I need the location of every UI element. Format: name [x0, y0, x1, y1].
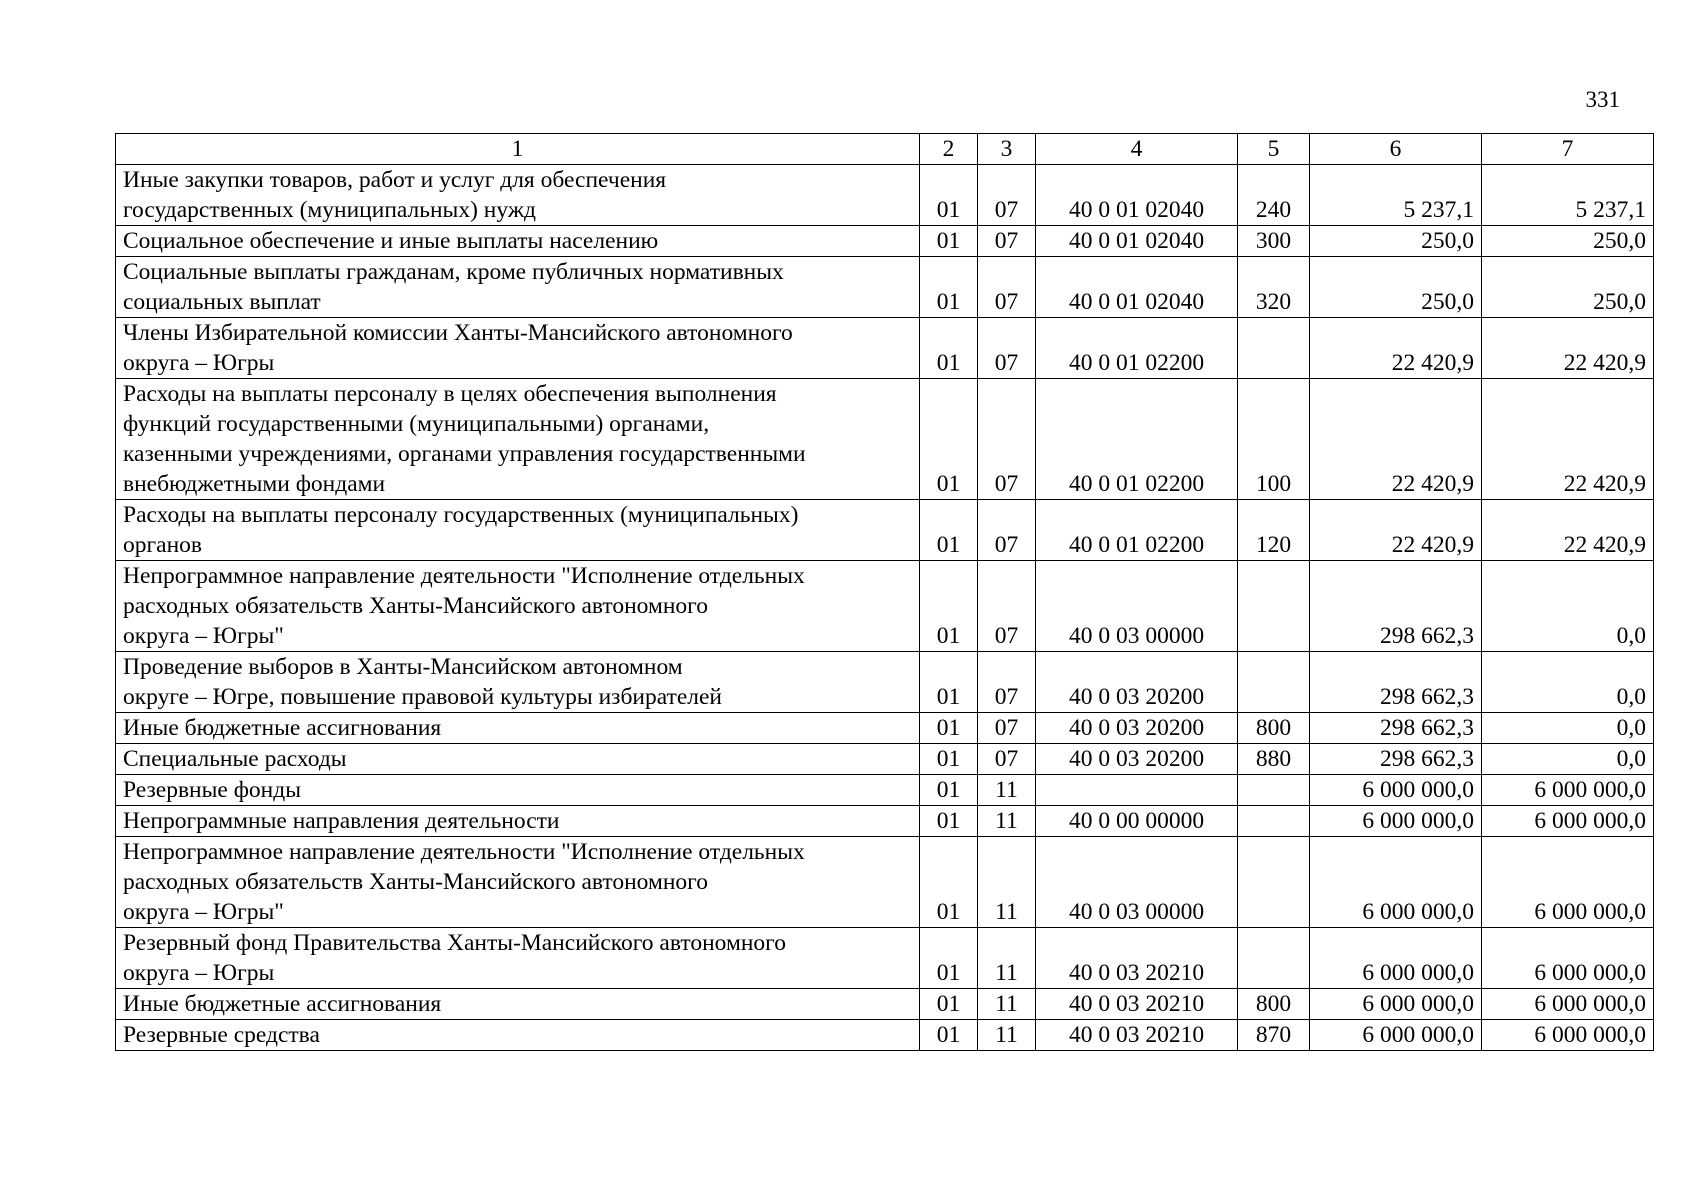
section-code-cell: 01: [920, 775, 978, 806]
item-name-line: округа – Югры: [123, 960, 275, 986]
item-name-line: Специальные расходы: [123, 746, 347, 772]
item-name-line: округа – Югры": [123, 899, 284, 925]
item-name-line: внебюджетными фондами: [123, 471, 386, 497]
subsection-code-cell: 11: [978, 775, 1036, 806]
amount-cell-1: 6 000 000,0: [1310, 806, 1482, 837]
section-code-cell: 01: [920, 379, 978, 500]
subsection-code-cell: 07: [978, 500, 1036, 561]
item-name-cell: [116, 837, 920, 928]
table-row: [116, 928, 1654, 989]
subsection-code-cell: 07: [978, 257, 1036, 318]
amount-cell-1: 298 662,3: [1310, 744, 1482, 775]
section-code-cell: 01: [920, 806, 978, 837]
section-code-cell: 01: [920, 1020, 978, 1051]
amount-cell-1: 250,0: [1310, 226, 1482, 257]
item-name-line: Непрограммные направления деятельности: [123, 808, 560, 834]
table-row: [116, 379, 1654, 500]
table-row: [116, 775, 1654, 806]
target-article-cell: 40 0 00 00000: [1036, 806, 1238, 837]
item-name-line: расходных обязательств Ханты-Мансийского автономного: [123, 869, 708, 895]
item-name-cell: [116, 257, 920, 318]
table-row: [116, 226, 1654, 257]
subsection-code-cell: 07: [978, 561, 1036, 652]
target-article-cell: 40 0 01 02040: [1036, 257, 1238, 318]
amount-cell-2: 5 237,1: [1482, 165, 1654, 226]
amount-cell-2: 250,0: [1482, 257, 1654, 318]
expense-type-cell: [1238, 775, 1310, 806]
subsection-code-cell: 11: [978, 837, 1036, 928]
item-name-line: Социальные выплаты гражданам, кроме публичных нормативных: [123, 259, 784, 285]
item-name-line: Расходы на выплаты персоналу в целях обеспечения выполнения: [123, 381, 777, 407]
subsection-code-cell: 07: [978, 226, 1036, 257]
item-name-cell: [116, 1020, 920, 1051]
target-article-cell: 40 0 01 02200: [1036, 318, 1238, 379]
amount-cell-1: 22 420,9: [1310, 318, 1482, 379]
amount-cell-2: 6 000 000,0: [1482, 989, 1654, 1020]
expense-type-cell: 100: [1238, 379, 1310, 500]
amount-cell-2: 22 420,9: [1482, 379, 1654, 500]
table-row: [116, 500, 1654, 561]
amount-cell-2: 6 000 000,0: [1482, 806, 1654, 837]
target-article-cell: 40 0 01 02200: [1036, 500, 1238, 561]
item-name-cell: [116, 652, 920, 713]
expense-type-cell: 880: [1238, 744, 1310, 775]
item-name-line: Социальное обеспечение и иные выплаты населению: [123, 228, 659, 254]
amount-cell-1: 298 662,3: [1310, 652, 1482, 713]
section-code-cell: 01: [920, 257, 978, 318]
item-name-line: Резервные средства: [123, 1022, 320, 1048]
expense-type-cell: 870: [1238, 1020, 1310, 1051]
item-name-cell: [116, 713, 920, 744]
amount-cell-1: 6 000 000,0: [1310, 1020, 1482, 1051]
amount-cell-1: 298 662,3: [1310, 713, 1482, 744]
target-article-cell: 40 0 03 00000: [1036, 561, 1238, 652]
budget-table: [115, 133, 1654, 1051]
section-code-cell: 01: [920, 744, 978, 775]
table-body: [116, 165, 1654, 1051]
expense-type-cell: 320: [1238, 257, 1310, 318]
item-name-line: Непрограммное направление деятельности "Исполнение отдельных: [123, 839, 805, 865]
item-name-line: Проведение выборов в Ханты-Мансийском автономном: [123, 654, 683, 680]
item-name-cell: [116, 500, 920, 561]
amount-cell-1: 6 000 000,0: [1310, 775, 1482, 806]
expense-type-cell: 240: [1238, 165, 1310, 226]
expense-type-cell: 120: [1238, 500, 1310, 561]
header-col-2: 2: [920, 134, 978, 165]
item-name-line: Иные бюджетные ассигнования: [123, 715, 442, 741]
amount-cell-1: 298 662,3: [1310, 561, 1482, 652]
item-name-line: Члены Избирательной комиссии Ханты-Мансийского автономного: [123, 320, 793, 346]
amount-cell-2: 0,0: [1482, 744, 1654, 775]
item-name-line: Резервный фонд Правительства Ханты-Мансийского автономного: [123, 930, 786, 956]
subsection-code-cell: 11: [978, 806, 1036, 837]
table-row: [116, 318, 1654, 379]
amount-cell-2: 6 000 000,0: [1482, 928, 1654, 989]
item-name-line: государственных (муниципальных) нужд: [123, 197, 537, 223]
target-article-cell: 40 0 03 00000: [1036, 837, 1238, 928]
amount-cell-1: 5 237,1: [1310, 165, 1482, 226]
item-name-cell: [116, 165, 920, 226]
target-article-cell: 40 0 03 20210: [1036, 989, 1238, 1020]
item-name-line: органов: [123, 532, 202, 558]
expense-type-cell: [1238, 928, 1310, 989]
target-article-cell: 40 0 03 20210: [1036, 928, 1238, 989]
expense-type-cell: [1238, 837, 1310, 928]
expense-type-cell: 800: [1238, 713, 1310, 744]
target-article-cell: 40 0 01 02040: [1036, 226, 1238, 257]
item-name-cell: [116, 775, 920, 806]
item-name-line: расходных обязательств Ханты-Мансийского автономного: [123, 593, 708, 619]
amount-cell-2: 0,0: [1482, 561, 1654, 652]
target-article-cell: 40 0 01 02200: [1036, 379, 1238, 500]
section-code-cell: 01: [920, 989, 978, 1020]
amount-cell-1: 250,0: [1310, 257, 1482, 318]
item-name-line: Иные бюджетные ассигнования: [123, 991, 442, 1017]
table-row: [116, 257, 1654, 318]
section-code-cell: 01: [920, 561, 978, 652]
target-article-cell: [1036, 775, 1238, 806]
expense-type-cell: [1238, 806, 1310, 837]
subsection-code-cell: 11: [978, 989, 1036, 1020]
subsection-code-cell: 11: [978, 1020, 1036, 1051]
expense-type-cell: [1238, 561, 1310, 652]
page-number: 331: [1585, 87, 1620, 112]
section-code-cell: 01: [920, 318, 978, 379]
subsection-code-cell: 07: [978, 713, 1036, 744]
item-name-line: округа – Югры: [123, 350, 275, 376]
item-name-cell: [116, 928, 920, 989]
amount-cell-2: 22 420,9: [1482, 500, 1654, 561]
expense-type-cell: 300: [1238, 226, 1310, 257]
target-article-cell: 40 0 01 02040: [1036, 165, 1238, 226]
amount-cell-1: 22 420,9: [1310, 500, 1482, 561]
item-name-cell: [116, 989, 920, 1020]
table-row: [116, 713, 1654, 744]
item-name-line: функций государственными (муниципальными) органами,: [123, 411, 710, 437]
header-col-5: 5: [1238, 134, 1310, 165]
item-name-line: казенными учреждениями, органами управления государственными: [123, 441, 806, 467]
item-name-line: Иные закупки товаров, работ и услуг для обеспечения: [123, 167, 667, 193]
header-col-7: 7: [1482, 134, 1654, 165]
amount-cell-2: 6 000 000,0: [1482, 1020, 1654, 1051]
amount-cell-2: 22 420,9: [1482, 318, 1654, 379]
header-row: [116, 134, 1654, 165]
item-name-cell: [116, 561, 920, 652]
item-name-line: Расходы на выплаты персоналу государственных (муниципальных): [123, 502, 799, 528]
subsection-code-cell: 07: [978, 318, 1036, 379]
table-row: [116, 744, 1654, 775]
subsection-code-cell: 07: [978, 379, 1036, 500]
item-name-cell: [116, 806, 920, 837]
target-article-cell: 40 0 03 20210: [1036, 1020, 1238, 1051]
item-name-line: Непрограммное направление деятельности "Исполнение отдельных: [123, 563, 805, 589]
target-article-cell: 40 0 03 20200: [1036, 744, 1238, 775]
target-article-cell: 40 0 03 20200: [1036, 652, 1238, 713]
table-row: [116, 989, 1654, 1020]
header-col-1: 1: [116, 134, 920, 165]
expense-type-cell: 800: [1238, 989, 1310, 1020]
section-code-cell: 01: [920, 652, 978, 713]
amount-cell-1: 22 420,9: [1310, 379, 1482, 500]
section-code-cell: 01: [920, 500, 978, 561]
table-row: [116, 806, 1654, 837]
item-name-cell: [116, 226, 920, 257]
item-name-line: округа – Югры": [123, 623, 284, 649]
table-row: [116, 837, 1654, 928]
table-row: [116, 1020, 1654, 1051]
amount-cell-1: 6 000 000,0: [1310, 837, 1482, 928]
table-row: [116, 561, 1654, 652]
amount-cell-2: 0,0: [1482, 652, 1654, 713]
section-code-cell: 01: [920, 713, 978, 744]
section-code-cell: 01: [920, 928, 978, 989]
item-name-line: социальных выплат: [123, 289, 321, 315]
amount-cell-2: 250,0: [1482, 226, 1654, 257]
table-row: [116, 652, 1654, 713]
subsection-code-cell: 07: [978, 165, 1036, 226]
header-col-3: 3: [978, 134, 1036, 165]
amount-cell-1: 6 000 000,0: [1310, 989, 1482, 1020]
item-name-cell: [116, 379, 920, 500]
subsection-code-cell: 07: [978, 652, 1036, 713]
subsection-code-cell: 07: [978, 744, 1036, 775]
header-col-6: 6: [1310, 134, 1482, 165]
section-code-cell: 01: [920, 226, 978, 257]
target-article-cell: 40 0 03 20200: [1036, 713, 1238, 744]
table-row: [116, 165, 1654, 226]
subsection-code-cell: 11: [978, 928, 1036, 989]
table-header: [116, 134, 1654, 165]
item-name-line: округе – Югре, повышение правовой культуры избирателей: [123, 684, 722, 710]
item-name-cell: [116, 318, 920, 379]
expense-type-cell: [1238, 652, 1310, 713]
header-col-4: 4: [1036, 134, 1238, 165]
item-name-line: Резервные фонды: [123, 777, 302, 803]
section-code-cell: 01: [920, 837, 978, 928]
amount-cell-2: 0,0: [1482, 713, 1654, 744]
amount-cell-1: 6 000 000,0: [1310, 928, 1482, 989]
item-name-cell: [116, 744, 920, 775]
amount-cell-2: 6 000 000,0: [1482, 775, 1654, 806]
expense-type-cell: [1238, 318, 1310, 379]
section-code-cell: 01: [920, 165, 978, 226]
amount-cell-2: 6 000 000,0: [1482, 837, 1654, 928]
